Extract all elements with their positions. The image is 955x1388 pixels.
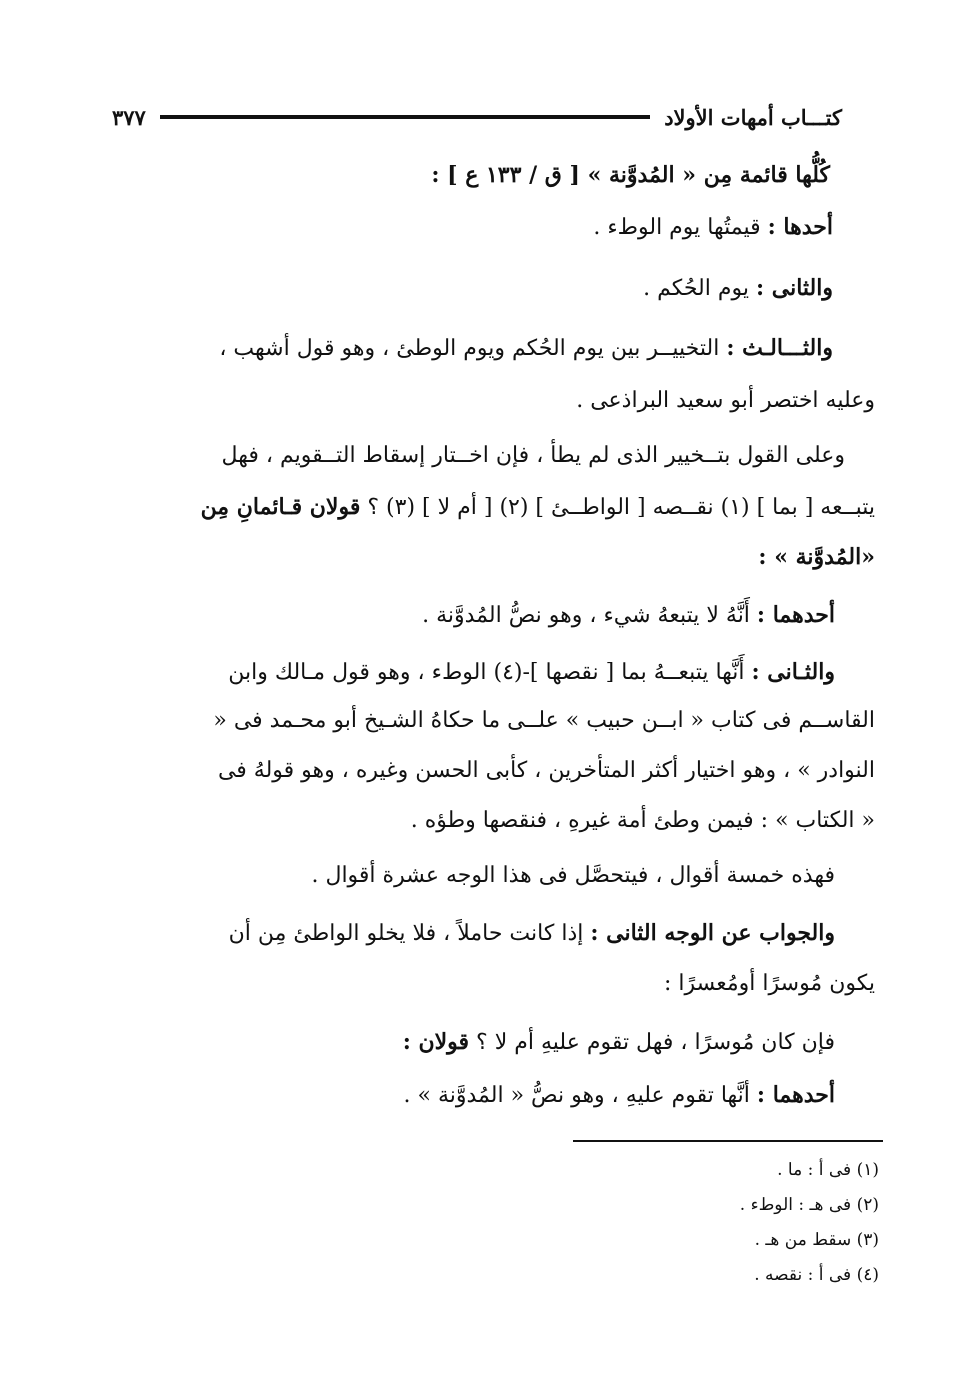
footnote-4: (٤) فى أ : نقصه . (754, 1265, 879, 1285)
body-line-8: «المُدوَّنة » : (758, 544, 875, 570)
page-number: ٣٧٧ (112, 104, 146, 130)
footnote-3: (٣) سقط من هـ . (754, 1230, 879, 1250)
body-line-5: وعليه اختصر أبو سعيد البراذعى . (576, 388, 875, 413)
body-line-3: والثانى : يوم الحُكم . (643, 275, 833, 301)
body-line-1: كُلُّها قائمة مِن « المُدوَّنة » [ ق / ١٣٣ ع ] : (431, 162, 830, 188)
body-line-15: والجواب عن الوجه الثانى : إذا كانت حاملاً ، فلا يخلو الواطئ مِن أن (228, 920, 835, 946)
body-line-11: القاســم فى كتاب « ابــن حبيب » علــى ما حكاهُ الشـيخ أبو محـمد فى « (213, 708, 875, 733)
body-line-14: فهذه خمسة أقوال ، فيتحصَّل فى هذا الوجه عشرة أقوال . (311, 863, 835, 888)
chapter-title: كتـــاب أمهات الأولاد (664, 104, 842, 130)
footnote-rule (573, 1140, 883, 1142)
body-line-7: يتبــعه [ بما ] (١) نقــصه [ الواطــئ ] (٢) [ أم لا ] (٣) ؟ قولان قـائمانِ مِن (200, 494, 875, 520)
body-line-17: فإن كان مُوسرًا ، فهل تقوم عليهِ أم لا ؟ قولان : (402, 1029, 835, 1055)
footnote-2: (٢) فى هـ : الوطء . (739, 1195, 879, 1215)
body-line-18: أحدهما : أنَّها تقوم عليهِ ، وهو نصُّ « المُدوَّنة » . (403, 1082, 835, 1108)
header-rule (160, 115, 650, 119)
body-line-4: والثـــالـث : التخييــر بين يوم الحُكم ويوم الوطئ ، وهو قول أشهب ، (219, 335, 833, 361)
body-line-12: النوادر » ، وهو اختيار أكثر المتأخرين ، كأبى الحسن وغيره ، وهو قولهُ فى (217, 758, 875, 783)
body-line-16: يكون مُوسرًا أومُعسرًا : (663, 971, 875, 996)
body-line-9: أحدهما : أَنَّهُ لا يتبعهُ شيء ، وهو نصُّ المُدوَّنة . (422, 602, 835, 628)
running-header (112, 100, 842, 134)
body-line-13: « الكتاب » : فيمن وطئ أمة غيرهِ ، فنقصها وطؤه . (410, 808, 875, 833)
footnote-1: (١) فى أ : ما . (777, 1160, 879, 1180)
body-line-2: أحدها : قيمتُها يوم الوطء . (593, 214, 833, 240)
body-line-10: والثـانى : أَنَّها يتبعــهُ بما [ نقصها ]-(٤) الوطء ، وهو قول مـالك وابن (228, 659, 835, 685)
body-line-6: وعلى القول بتــخيير الذى لم يطأ ، فإن اخــتار إسقاط التــقويم ، فهل (221, 443, 845, 468)
